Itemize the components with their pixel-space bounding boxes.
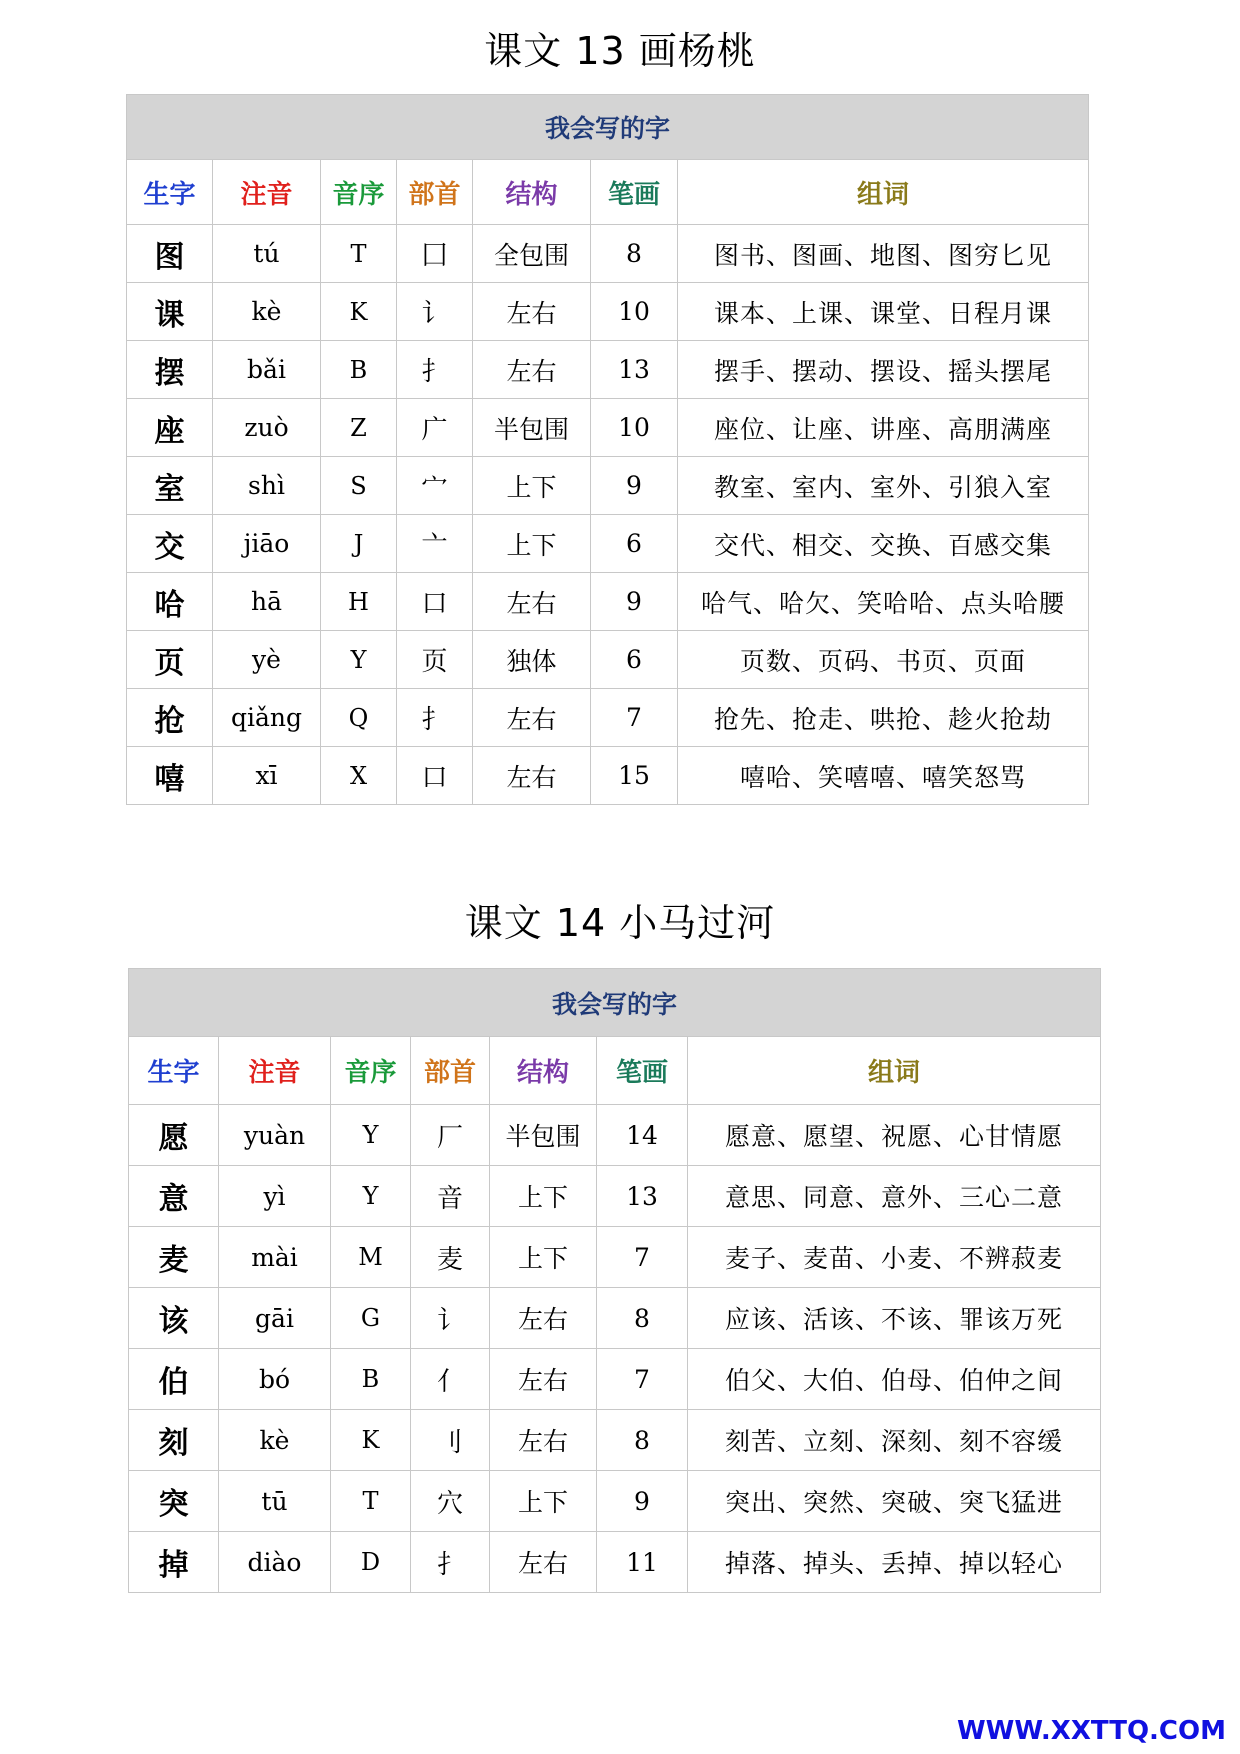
pinyin-cell: yì — [219, 1166, 331, 1227]
table-row — [129, 1227, 1101, 1288]
pinyin-cell: xī — [213, 747, 321, 805]
radical-cell: 亻 — [411, 1349, 490, 1410]
pinyin-cell: shì — [213, 457, 321, 515]
header-structure: 结构 — [473, 160, 591, 225]
stroke-count-cell: 13 — [597, 1166, 688, 1227]
stroke-count-cell: 6 — [591, 631, 678, 689]
lesson-13-table — [126, 94, 1089, 805]
table-row — [127, 283, 1089, 341]
character-cell: 哈 — [127, 573, 213, 631]
table-row — [127, 515, 1089, 573]
structure-cell: 上下 — [490, 1471, 597, 1532]
structure-cell: 上下 — [490, 1166, 597, 1227]
table-row — [127, 399, 1089, 457]
word-group-cell: 抢先、抢走、哄抢、趁火抢劫 — [678, 689, 1089, 747]
stroke-count-cell: 10 — [591, 283, 678, 341]
stroke-count-cell: 8 — [597, 1288, 688, 1349]
table-row — [129, 1532, 1101, 1593]
radical-cell: 扌 — [397, 341, 473, 399]
site-watermark: WWW.XXTTQ.COM — [957, 1716, 1226, 1746]
word-group-cell: 麦子、麦苗、小麦、不辨菽麦 — [688, 1227, 1101, 1288]
initial-letter-cell: K — [331, 1410, 411, 1471]
radical-cell: 亠 — [397, 515, 473, 573]
radical-cell: 广 — [397, 399, 473, 457]
stroke-count-cell: 10 — [591, 399, 678, 457]
stroke-count-cell: 6 — [591, 515, 678, 573]
structure-cell: 左右 — [473, 689, 591, 747]
word-group-cell: 意思、同意、意外、三心二意 — [688, 1166, 1101, 1227]
character-cell: 室 — [127, 457, 213, 515]
structure-cell: 独体 — [473, 631, 591, 689]
character-cell: 座 — [127, 399, 213, 457]
table-row — [127, 747, 1089, 805]
table-row — [129, 1105, 1101, 1166]
table-row — [127, 631, 1089, 689]
word-group-cell: 刻苦、立刻、深刻、刻不容缓 — [688, 1410, 1101, 1471]
stroke-count-cell: 13 — [591, 341, 678, 399]
stroke-count-cell: 7 — [591, 689, 678, 747]
header-character: 生字 — [129, 1037, 219, 1105]
pinyin-cell: kè — [213, 283, 321, 341]
radical-cell: 囗 — [397, 225, 473, 283]
initial-letter-cell: X — [321, 747, 397, 805]
stroke-count-cell: 15 — [591, 747, 678, 805]
structure-cell: 左右 — [490, 1349, 597, 1410]
stroke-count-cell: 9 — [591, 457, 678, 515]
radical-cell: 厂 — [411, 1105, 490, 1166]
word-group-cell: 交代、相交、交换、百感交集 — [678, 515, 1089, 573]
stroke-count-cell: 14 — [597, 1105, 688, 1166]
structure-cell: 半包围 — [473, 399, 591, 457]
initial-letter-cell: S — [321, 457, 397, 515]
word-group-cell: 突出、突然、突破、突飞猛进 — [688, 1471, 1101, 1532]
radical-cell: 讠 — [397, 283, 473, 341]
initial-letter-cell: Q — [321, 689, 397, 747]
character-cell: 抢 — [127, 689, 213, 747]
structure-cell: 左右 — [490, 1288, 597, 1349]
stroke-count-cell: 9 — [597, 1471, 688, 1532]
character-cell: 课 — [127, 283, 213, 341]
table-row — [127, 689, 1089, 747]
pinyin-cell: zuò — [213, 399, 321, 457]
character-cell: 该 — [129, 1288, 219, 1349]
table-row — [129, 1288, 1101, 1349]
stroke-count-cell: 11 — [597, 1532, 688, 1593]
pinyin-cell: diào — [219, 1532, 331, 1593]
table-row — [127, 457, 1089, 515]
word-group-cell: 愿意、愿望、祝愿、心甘情愿 — [688, 1105, 1101, 1166]
stroke-count-cell: 8 — [597, 1410, 688, 1471]
character-cell: 刻 — [129, 1410, 219, 1471]
initial-letter-cell: T — [331, 1471, 411, 1532]
pinyin-cell: mài — [219, 1227, 331, 1288]
initial-letter-cell: D — [331, 1532, 411, 1593]
structure-cell: 上下 — [490, 1227, 597, 1288]
structure-cell: 左右 — [473, 747, 591, 805]
pinyin-cell: hā — [213, 573, 321, 631]
structure-cell: 上下 — [473, 457, 591, 515]
pinyin-cell: tú — [213, 225, 321, 283]
header-radical: 部首 — [397, 160, 473, 225]
table-row — [129, 1166, 1101, 1227]
pinyin-cell: gāi — [219, 1288, 331, 1349]
initial-letter-cell: Y — [331, 1105, 411, 1166]
character-cell: 愿 — [129, 1105, 219, 1166]
header-character: 生字 — [127, 160, 213, 225]
stroke-count-cell: 7 — [597, 1227, 688, 1288]
header-initial-letter: 音序 — [331, 1037, 411, 1105]
word-group-cell: 应该、活该、不该、罪该万死 — [688, 1288, 1101, 1349]
table-row — [129, 1471, 1101, 1532]
pinyin-cell: jiāo — [213, 515, 321, 573]
stroke-count-cell: 7 — [597, 1349, 688, 1410]
character-cell: 摆 — [127, 341, 213, 399]
word-group-cell: 教室、室内、室外、引狼入室 — [678, 457, 1089, 515]
header-initial-letter: 音序 — [321, 160, 397, 225]
initial-letter-cell: T — [321, 225, 397, 283]
structure-cell: 左右 — [473, 341, 591, 399]
radical-cell: 麦 — [411, 1227, 490, 1288]
word-group-cell: 哈气、哈欠、笑哈哈、点头哈腰 — [678, 573, 1089, 631]
initial-letter-cell: G — [331, 1288, 411, 1349]
structure-cell: 全包围 — [473, 225, 591, 283]
pinyin-cell: yè — [213, 631, 321, 689]
radical-cell: 扌 — [411, 1532, 490, 1593]
header-radical: 部首 — [411, 1037, 490, 1105]
radical-cell: 刂 — [411, 1410, 490, 1471]
initial-letter-cell: M — [331, 1227, 411, 1288]
table-row — [129, 1410, 1101, 1471]
initial-letter-cell: B — [321, 341, 397, 399]
radical-cell: 扌 — [397, 689, 473, 747]
character-cell: 掉 — [129, 1532, 219, 1593]
header-structure: 结构 — [490, 1037, 597, 1105]
radical-cell: 音 — [411, 1166, 490, 1227]
structure-cell: 半包围 — [490, 1105, 597, 1166]
word-group-cell: 嘻哈、笑嘻嘻、嘻笑怒骂 — [678, 747, 1089, 805]
word-group-cell: 页数、页码、书页、页面 — [678, 631, 1089, 689]
stroke-count-cell: 8 — [591, 225, 678, 283]
structure-cell: 左右 — [473, 283, 591, 341]
word-group-cell: 摆手、摆动、摆设、摇头摆尾 — [678, 341, 1089, 399]
word-group-cell: 掉落、掉头、丢掉、掉以轻心 — [688, 1532, 1101, 1593]
character-cell: 突 — [129, 1471, 219, 1532]
pinyin-cell: bó — [219, 1349, 331, 1410]
structure-cell: 左右 — [473, 573, 591, 631]
table-banner: 我会写的字 — [127, 95, 1089, 160]
header-pinyin: 注音 — [219, 1037, 331, 1105]
pinyin-cell: bǎi — [213, 341, 321, 399]
stroke-count-cell: 9 — [591, 573, 678, 631]
pinyin-cell: yuàn — [219, 1105, 331, 1166]
radical-cell: 口 — [397, 573, 473, 631]
word-group-cell: 座位、让座、讲座、高朋满座 — [678, 399, 1089, 457]
initial-letter-cell: B — [331, 1349, 411, 1410]
radical-cell: 穴 — [411, 1471, 490, 1532]
initial-letter-cell: Y — [321, 631, 397, 689]
header-stroke-count: 笔画 — [591, 160, 678, 225]
pinyin-cell: kè — [219, 1410, 331, 1471]
pinyin-cell: qiǎng — [213, 689, 321, 747]
structure-cell: 左右 — [490, 1410, 597, 1471]
lesson-13-title: 课文 13 画杨桃 — [484, 29, 756, 73]
table-header-row — [127, 160, 1089, 225]
header-pinyin: 注音 — [213, 160, 321, 225]
table-row — [127, 573, 1089, 631]
radical-cell: 页 — [397, 631, 473, 689]
lesson-14-title: 课文 14 小马过河 — [464, 901, 776, 945]
initial-letter-cell: H — [321, 573, 397, 631]
character-cell: 交 — [127, 515, 213, 573]
radical-cell: 口 — [397, 747, 473, 805]
table-header-row — [129, 1037, 1101, 1105]
lesson-14-table — [128, 968, 1101, 1593]
structure-cell: 上下 — [473, 515, 591, 573]
structure-cell: 左右 — [490, 1532, 597, 1593]
word-group-cell: 伯父、大伯、伯母、伯仲之间 — [688, 1349, 1101, 1410]
radical-cell: 讠 — [411, 1288, 490, 1349]
character-cell: 嘻 — [127, 747, 213, 805]
initial-letter-cell: J — [321, 515, 397, 573]
character-cell: 页 — [127, 631, 213, 689]
word-group-cell: 图书、图画、地图、图穷匕见 — [678, 225, 1089, 283]
pinyin-cell: tū — [219, 1471, 331, 1532]
table-banner: 我会写的字 — [129, 969, 1101, 1037]
initial-letter-cell: K — [321, 283, 397, 341]
header-word-group: 组词 — [678, 160, 1089, 225]
character-cell: 图 — [127, 225, 213, 283]
radical-cell: 宀 — [397, 457, 473, 515]
character-cell: 麦 — [129, 1227, 219, 1288]
word-group-cell: 课本、上课、课堂、日程月课 — [678, 283, 1089, 341]
table-row — [129, 1349, 1101, 1410]
initial-letter-cell: Z — [321, 399, 397, 457]
character-cell: 意 — [129, 1166, 219, 1227]
header-stroke-count: 笔画 — [597, 1037, 688, 1105]
initial-letter-cell: Y — [331, 1166, 411, 1227]
table-row — [127, 341, 1089, 399]
character-cell: 伯 — [129, 1349, 219, 1410]
table-row — [127, 225, 1089, 283]
header-word-group: 组词 — [688, 1037, 1101, 1105]
